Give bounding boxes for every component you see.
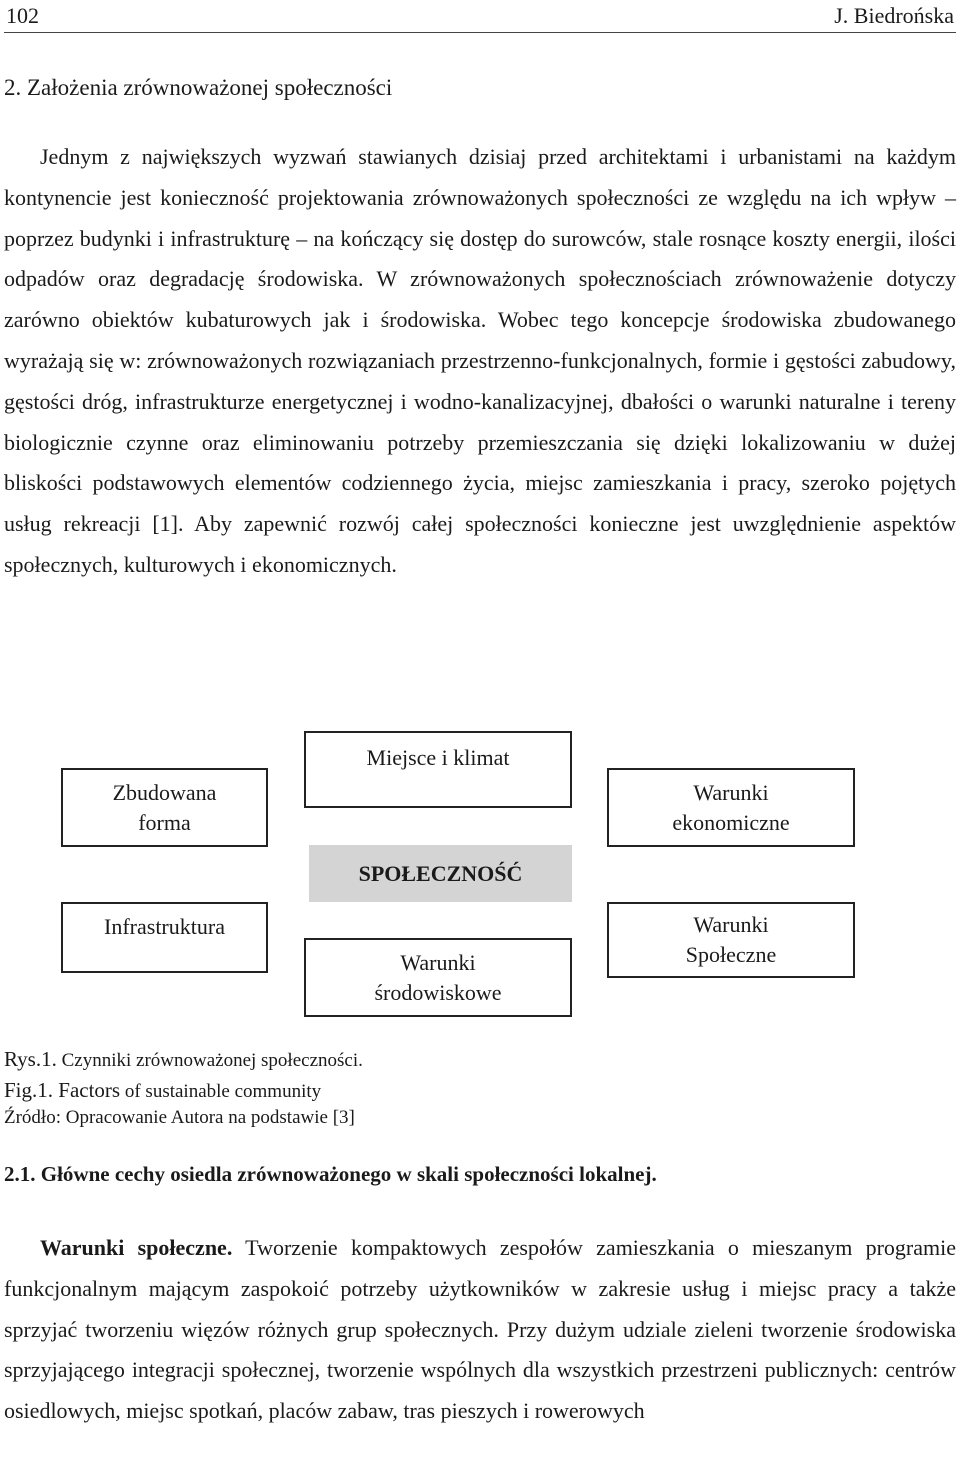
box-social <box>607 902 855 978</box>
box-social-line2: Społeczne <box>685 942 777 967</box>
box-environmental-line1: Warunki <box>400 949 476 975</box>
box-place-climate <box>304 731 572 808</box>
running-author: J. Biedrońska <box>834 3 954 28</box>
body-paragraph-2 <box>4 1228 956 1432</box>
box-built-form-line1: Zbudowana <box>112 779 217 805</box>
section-heading: 2. Założenia zrównoważonej społeczności <box>4 75 393 100</box>
box-infrastructure-label: Infrastruktura <box>104 914 225 939</box>
subsection-heading: 2.1. Główne cechy osiedla zrównoważonego w skali społeczności lokalnej. <box>4 1162 657 1186</box>
caption-pl-prefix: Rys.1. <box>4 1047 57 1071</box>
box-environmental-line2: środowiskowe <box>374 979 502 1005</box>
box-economic-line2: ekonomiczne <box>672 809 790 835</box>
figure-caption-en <box>4 1078 321 1103</box>
caption-pl-text: Czynniki zrównoważonej społeczności. <box>56 1050 363 1071</box>
box-community-center <box>309 845 572 902</box>
caption-en-text: of sustainable community <box>120 1081 322 1102</box>
box-built-form <box>61 768 268 847</box>
paragraph-2-text: Tworzenie kompaktowych zespołów zamieszkania o mieszanym programie funkcjonalnym mającym zaspokoić potrzeby użytkowników w zakresie usług i miejsc pracy a także sprzyjać tworzeniu więzów różnych grup społecznych. Przy dużym udziale zieleni tworzenie środowiska sprzyjającego integracji społecznej, tworzenie wspólnych dla wszystkich przestrzeni publicznych: centrów osiedlowych, miejsc spotkań, placów zabaw, tras pieszych i rowerowych <box>4 1235 956 1424</box>
figure-caption-pl <box>4 1047 363 1072</box>
page-number: 102 <box>6 3 39 28</box>
center-label: SPOŁECZNOŚĆ <box>358 860 523 886</box>
box-economic-line1: Warunki <box>693 779 769 805</box>
box-environmental <box>304 938 572 1017</box>
box-infrastructure <box>61 902 268 973</box>
box-economic <box>607 768 855 847</box>
box-built-form-line2: forma <box>138 809 191 835</box>
body-paragraph-1: Jednym z największych wyzwań stawianych dzisiaj przed architektami i urbanistami na każdym kontynencie jest konieczność projektowania zrównoważonych społeczności ze względu na ich wpływ – poprzez budynki i infrastrukturę – na kończący się dostęp do surowców, stale rosnące koszty energii, ilości odpadów oraz degradację środowiska. W zrównoważonych społecznościach zrównoważenie dotyczy zarówno obiektów kubaturowych jak i środowiska. Wobec tego koncepcje środowiska zbudowanego wyrażają się w: zrównoważonych rozwiązaniach przestrzenno-funkcjonalnych, formie i gęstości zabudowy, gęstości dróg, infrastrukturze energetycznej i wodno-kanalizacyjnej, dbałości o warunki naturalne i tereny biologicznie czynne oraz eliminowaniu potrzeby przemieszczania się dzięki lokalizowaniu w dużej bliskości podstawowych elementów codziennego życia, miejsc zamieszkania i pracy, szeroko pojętych usług rekreacji [1]. Aby zapewnić rozwój całej społeczności konieczne jest uwzględnienie aspektów społecznych, kulturowych i ekonomicznych. <box>4 144 956 577</box>
paragraph-lead: Warunki społeczne. <box>40 1235 233 1260</box>
box-place-climate-label: Miejsce i klimat <box>366 745 510 770</box>
page-header <box>4 0 956 33</box>
caption-en-prefix: Fig.1. Factors <box>4 1078 121 1102</box>
box-social-line1: Warunki <box>693 912 769 937</box>
figure-source: Źródło: Opracowanie Autora na podstawie [3] <box>4 1107 355 1128</box>
